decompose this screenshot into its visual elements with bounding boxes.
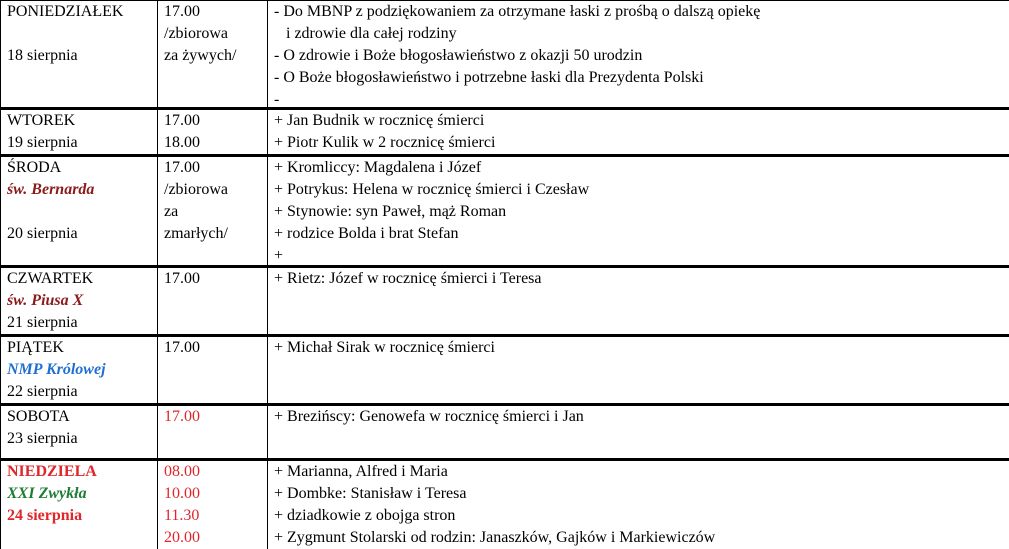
day-name: SOBOTA — [7, 406, 157, 428]
table-row — [1, 267, 1009, 336]
mass-note: zmarłych/ — [164, 223, 267, 245]
intentions-cell — [268, 460, 1009, 549]
time-cell — [158, 156, 268, 267]
intention: + Stynowie: syn Paweł, mąż Roman — [274, 201, 1009, 223]
intention: + Brezińscy: Genowefa w rocznicę śmierci i Jan — [274, 406, 1009, 428]
day-date: 22 sierpnia — [7, 381, 157, 403]
mass-note: za żywych/ — [164, 45, 267, 67]
intention: - — [274, 89, 1009, 107]
day-name: PIĄTEK — [7, 337, 157, 359]
intention: + Piotr Kulik w 2 rocznicę śmierci — [274, 132, 1009, 154]
day-cell — [1, 156, 158, 267]
mass-note: /zbiorowa — [164, 23, 267, 45]
time-cell — [158, 267, 268, 336]
mass-time: 17.00 — [164, 337, 267, 359]
intentions-cell — [268, 109, 1009, 156]
table-row — [1, 156, 1009, 267]
day-cell — [1, 336, 158, 405]
day-cell — [1, 109, 158, 156]
time-cell — [158, 405, 268, 460]
table-row — [1, 405, 1009, 460]
day-cell — [1, 460, 158, 549]
table-row — [1, 336, 1009, 405]
intentions-cell — [268, 156, 1009, 267]
day-date: 23 sierpnia — [7, 428, 157, 450]
day-date: 20 sierpnia — [7, 223, 157, 245]
intention: + dziadkowie z obojga stron — [274, 505, 1009, 527]
day-name: ŚRODA — [7, 157, 157, 179]
intention: i zdrowie dla całej rodziny — [274, 23, 1009, 45]
mass-note: za — [164, 201, 267, 223]
intention: - Do MBNP z podziękowaniem za otrzymane łaski z prośbą o dalszą opiekę — [274, 1, 1009, 23]
time-cell — [158, 1, 268, 109]
mass-time: 20.00 — [164, 527, 267, 549]
intentions-cell — [268, 336, 1009, 405]
mass-time: 10.00 — [164, 483, 267, 505]
day-date: 19 sierpnia — [7, 132, 157, 154]
intention: - O zdrowie i Boże błogosławieństwo z okazji 50 urodzin — [274, 45, 1009, 67]
day-date: 21 sierpnia — [7, 312, 157, 334]
intentions-cell — [268, 1, 1009, 109]
day-cell — [1, 267, 158, 336]
intention: + Kromliccy: Magdalena i Józef — [274, 157, 1009, 179]
mass-time: 17.00 — [164, 110, 267, 132]
mass-time: 11.30 — [164, 505, 267, 527]
intention: + Dombke: Stanisław i Teresa — [274, 483, 1009, 505]
time-cell — [158, 336, 268, 405]
time-cell — [158, 109, 268, 156]
time-cell — [158, 460, 268, 549]
day-date: 24 sierpnia — [7, 505, 157, 527]
intentions-cell — [268, 267, 1009, 336]
mass-time: 17.00 — [164, 406, 267, 428]
intention: + Jan Budnik w rocznicę śmierci — [274, 110, 1009, 132]
day-cell — [1, 405, 158, 460]
table-row — [1, 460, 1009, 549]
day-date: 18 sierpnia — [7, 45, 157, 67]
mass-time: 08.00 — [164, 461, 267, 483]
day-name: NIEDZIELA — [7, 461, 157, 483]
table-row — [1, 109, 1009, 156]
intentions-cell — [268, 405, 1009, 460]
mass-time: 18.00 — [164, 132, 267, 154]
intention: + Potrykus: Helena w rocznicę śmierci i Czesław — [274, 179, 1009, 201]
intention: + Rietz: Józef w rocznicę śmierci i Teresa — [274, 268, 1009, 290]
intention: + Zygmunt Stolarski od rodzin: Janaszków, Gajków i Markiewiczów — [274, 527, 1009, 549]
day-cell — [1, 1, 158, 109]
table-row — [1, 1, 1009, 109]
saint-name: św. Piusa X — [7, 290, 157, 312]
mass-note: /zbiorowa — [164, 179, 267, 201]
day-name: PONIEDZIAŁEK — [7, 1, 157, 23]
saint-name: NMP Królowej — [7, 359, 157, 381]
mass-time: 17.00 — [164, 1, 267, 23]
intention: + — [274, 245, 1009, 265]
intention: + Michał Sirak w rocznicę śmierci — [274, 337, 1009, 359]
mass-time: 17.00 — [164, 268, 267, 290]
saint-name: XXI Zwykła — [7, 483, 157, 505]
intention: - O Boże błogosławieństwo i potrzebne łaski dla Prezydenta Polski — [274, 67, 1009, 89]
saint-name: św. Bernarda — [7, 179, 157, 201]
day-name: WTOREK — [7, 110, 157, 132]
day-name: CZWARTEK — [7, 268, 157, 290]
intention: + Marianna, Alfred i Maria — [274, 461, 1009, 483]
intention: + rodzice Bolda i brat Stefan — [274, 223, 1009, 245]
mass-time: 17.00 — [164, 157, 267, 179]
